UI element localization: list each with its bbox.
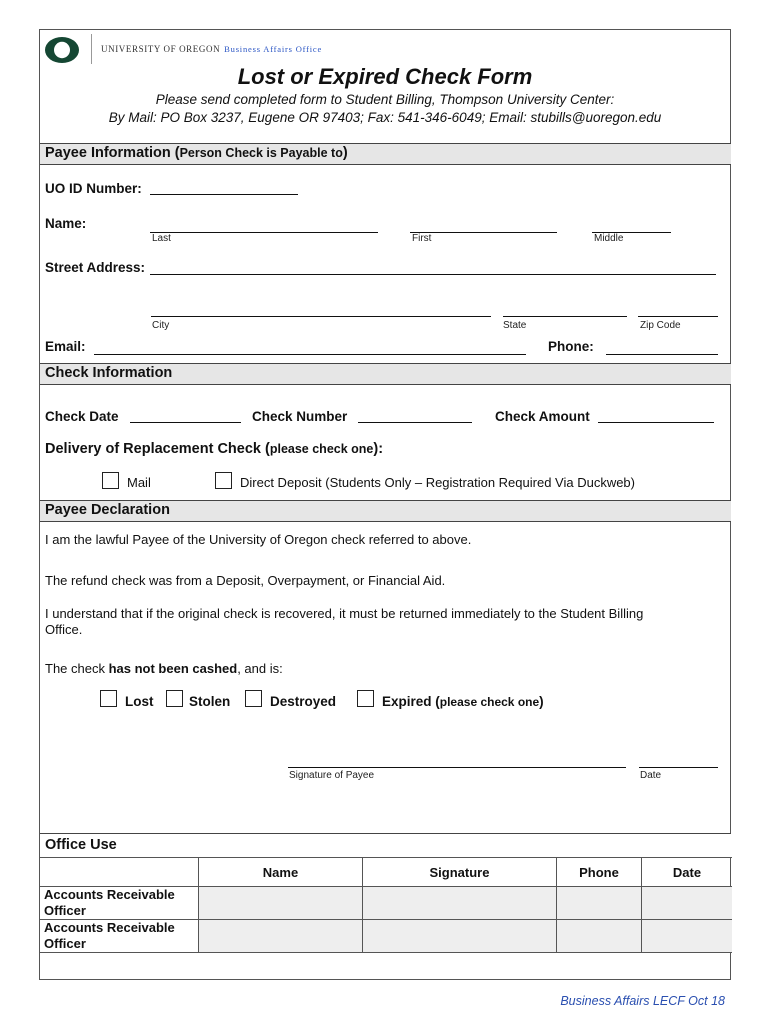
- phone-cell[interactable]: [557, 920, 642, 953]
- city-field[interactable]: [151, 316, 491, 317]
- street-address-label: Street Address:: [45, 260, 146, 275]
- expired-text: Expired (: [382, 694, 440, 709]
- stolen-option-label: Stolen: [189, 694, 231, 709]
- university-name: UNIVERSITY OF OREGON: [101, 44, 221, 54]
- footer-form-id: Business Affairs LECF Oct 18: [560, 994, 725, 1008]
- phone-label: Phone:: [548, 339, 594, 354]
- email-label: Email:: [45, 339, 86, 354]
- signature-date-field[interactable]: [639, 767, 718, 768]
- zip-field[interactable]: [638, 316, 718, 317]
- column-phone: Phone: [557, 858, 642, 887]
- uo-logo-icon: [44, 36, 80, 64]
- state-caption: State: [503, 320, 527, 331]
- brand-text: [101, 44, 322, 54]
- middle-name-caption: Middle: [594, 233, 624, 244]
- office-name: Business Affairs Office: [224, 44, 323, 54]
- not-cashed-text-a: The check: [45, 661, 109, 676]
- city-caption: City: [152, 320, 170, 331]
- subtitle-instructions: Please send completed form to Student Billing, Thompson University Center:: [155, 92, 615, 107]
- delivery-label-text: Delivery of Replacement Check (: [45, 441, 270, 457]
- signature-caption: Signature of Payee: [289, 770, 375, 781]
- office-table-header: [40, 858, 732, 887]
- row-label: Accounts Receivable Officer: [40, 920, 199, 953]
- section-check-information: Check Information: [40, 363, 731, 385]
- delivery-label: [45, 441, 383, 457]
- office-table-corner: [40, 858, 199, 887]
- section-title: Payee Information (: [45, 145, 180, 161]
- table-row: [40, 887, 732, 920]
- direct-deposit-option-label: Direct Deposit (Students Only – Registration Required Via Duckweb): [240, 475, 635, 490]
- name-cell[interactable]: [199, 920, 363, 953]
- first-name-field[interactable]: [410, 232, 557, 233]
- name-label: Name:: [45, 216, 87, 231]
- check-number-field[interactable]: [358, 422, 472, 423]
- office-use-table: [40, 857, 732, 953]
- declaration-refund-source: The refund check was from a Deposit, Overpayment, or Financial Aid.: [45, 573, 446, 588]
- section-paren: ): [342, 145, 348, 161]
- direct-deposit-checkbox[interactable]: [215, 472, 232, 489]
- section-payee-information: [40, 143, 731, 165]
- section-note: Person Check is Payable to: [179, 146, 343, 160]
- last-name-field[interactable]: [150, 232, 378, 233]
- uo-id-label: UO ID Number:: [45, 181, 142, 196]
- uo-id-field[interactable]: [150, 194, 298, 195]
- delivery-note: please check one: [269, 442, 374, 456]
- check-number-label: Check Number: [252, 409, 348, 424]
- signature-cell[interactable]: [363, 887, 557, 920]
- date-cell[interactable]: [642, 920, 733, 953]
- signature-date-caption: Date: [640, 770, 662, 781]
- check-date-label: Check Date: [45, 409, 119, 424]
- not-cashed-text-c: , and is:: [237, 661, 283, 676]
- mail-checkbox[interactable]: [102, 472, 119, 489]
- payee-signature-field[interactable]: [288, 767, 626, 768]
- declaration-recovery-line1: I understand that if the original check is recovered, it must be returned immediately to the Student Billing: [45, 606, 644, 621]
- lost-option-label: Lost: [125, 694, 154, 709]
- destroyed-checkbox[interactable]: [245, 690, 262, 707]
- last-name-caption: Last: [152, 233, 171, 244]
- column-signature: Signature: [363, 858, 557, 887]
- email-field[interactable]: [94, 354, 526, 355]
- declaration-recovery-line2: Office.: [45, 622, 83, 637]
- table-row: [40, 920, 732, 953]
- zip-caption: Zip Code: [640, 320, 681, 331]
- check-amount-label: Check Amount: [495, 409, 590, 424]
- column-date: Date: [642, 858, 733, 887]
- street-address-field[interactable]: [150, 274, 716, 275]
- declaration-lawful-payee: I am the lawful Payee of the University of Oregon check referred to above.: [45, 532, 472, 547]
- state-field[interactable]: [503, 316, 627, 317]
- stolen-checkbox[interactable]: [166, 690, 183, 707]
- phone-cell[interactable]: [557, 887, 642, 920]
- expired-note: please check one: [439, 695, 540, 709]
- expired-checkbox[interactable]: [357, 690, 374, 707]
- subtitle-contact: By Mail: PO Box 3237, Eugene OR 97403; Fax: 541-346-6049; Email: stubills@uoregon.edu: [108, 110, 662, 125]
- form-title: Lost or Expired Check Form: [237, 64, 533, 89]
- destroyed-option-label: Destroyed: [270, 694, 337, 709]
- name-cell[interactable]: [199, 887, 363, 920]
- lost-checkbox[interactable]: [100, 690, 117, 707]
- check-amount-field[interactable]: [598, 422, 714, 423]
- date-cell[interactable]: [642, 887, 733, 920]
- first-name-caption: First: [412, 233, 432, 244]
- delivery-paren: ):: [373, 441, 384, 457]
- mail-option-label: Mail: [127, 475, 151, 490]
- column-name: Name: [199, 858, 363, 887]
- not-cashed-emphasis: has not been cashed: [108, 661, 238, 676]
- phone-field[interactable]: [606, 354, 718, 355]
- check-date-field[interactable]: [130, 422, 241, 423]
- section-office-use: Office Use: [40, 833, 731, 858]
- declaration-not-cashed: [45, 661, 283, 676]
- expired-option-label: [382, 694, 544, 709]
- expired-paren: ): [539, 694, 544, 709]
- section-payee-declaration: Payee Declaration: [40, 500, 731, 522]
- logo-divider: [91, 34, 92, 64]
- row-label: Accounts Receivable Officer: [40, 887, 199, 920]
- signature-cell[interactable]: [363, 920, 557, 953]
